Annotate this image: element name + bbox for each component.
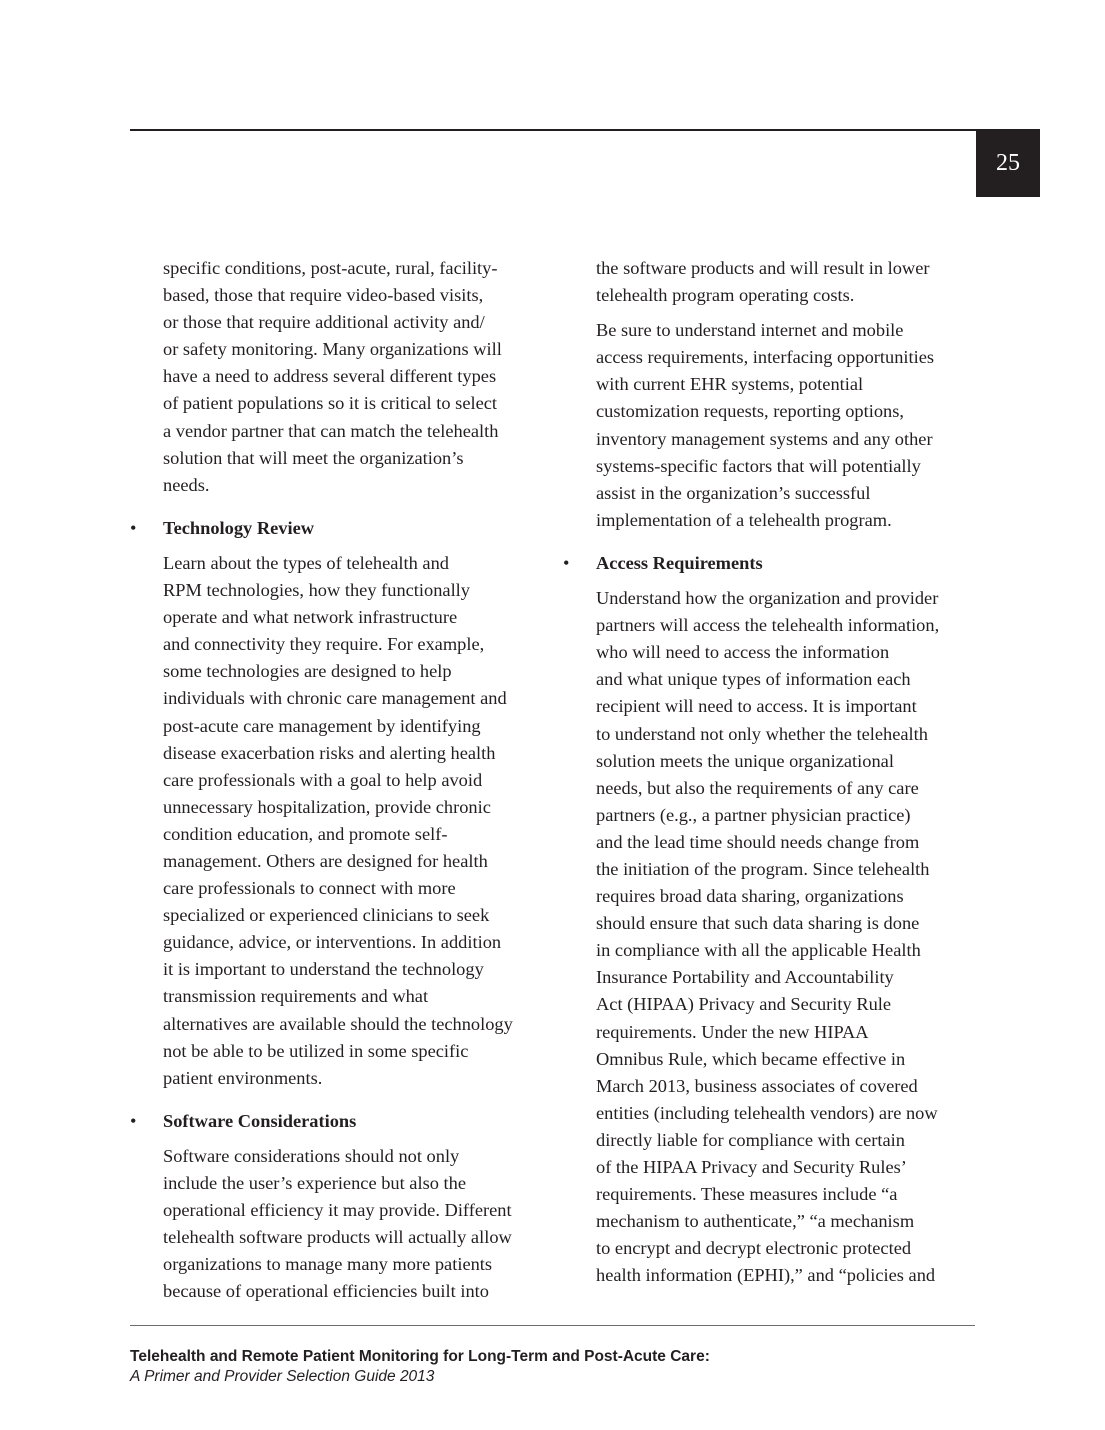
text-line: specialized or experienced clinicians to seek	[163, 905, 490, 926]
text-line: individuals with chronic care management and	[163, 688, 507, 709]
text-line: needs.	[163, 474, 210, 495]
text-line: entities (including telehealth vendors) are now	[596, 1102, 938, 1123]
text-line: or those that require additional activity and/	[163, 312, 485, 333]
text-line: requirements. These measures include “a	[596, 1184, 898, 1205]
bullet-marker: •	[130, 517, 137, 538]
text-line: Omnibus Rule, which became effective in	[596, 1048, 906, 1069]
text-line: health information (EPHI),” and “policies and	[596, 1265, 936, 1286]
text-line: include the user’s experience but also the	[163, 1173, 466, 1193]
text-line: Act (HIPAA) Privacy and Security Rule	[596, 994, 892, 1015]
text-line: operate and what network infrastructure	[163, 607, 458, 628]
text-line: and what unique types of information each	[596, 669, 911, 690]
text-line: transmission requirements and what	[163, 986, 429, 1007]
footer-title: Telehealth and Remote Patient Monitoring for Long-Term and Post-Acute Care:	[130, 1348, 710, 1365]
text-line: partners will access the telehealth information,	[596, 615, 940, 636]
text-line: disease exacerbation risks and alerting health	[163, 742, 496, 763]
text-line: Understand how the organization and provider	[596, 588, 939, 609]
text-line: to understand not only whether the telehealth	[596, 723, 928, 744]
text-line: have a need to address several different types	[163, 366, 497, 387]
footer-subtitle: A Primer and Provider Selection Guide 2013	[130, 1368, 435, 1385]
technology-review-paragraph	[163, 550, 548, 1092]
text-line: directly liable for compliance with certain	[596, 1129, 905, 1150]
text-line: customization requests, reporting options,	[596, 401, 904, 422]
text-line: telehealth program operating costs.	[596, 285, 855, 306]
text-line: systems-specific factors that will potentially	[596, 455, 921, 476]
text-line: management. Others are designed for health	[163, 850, 488, 871]
text-line: operational efficiency it may provide. Different	[163, 1200, 512, 1221]
text-line: patient environments.	[163, 1067, 323, 1088]
text-line: condition education, and promote self-	[163, 823, 448, 844]
text-line: post-acute care management by identifying	[163, 715, 481, 736]
section-heading-text: Software Considerations	[163, 1110, 357, 1131]
text-line: solution meets the unique organizational	[596, 750, 894, 771]
text-line: Be sure to understand internet and mobile	[596, 320, 904, 341]
text-line: requirements. Under the new HIPAA	[596, 1021, 869, 1042]
text-line: of patient populations so it is critical to select	[163, 393, 498, 414]
text-line: not be able to be utilized in some specific	[163, 1040, 469, 1061]
text-line: needs, but also the requirements of any care	[596, 777, 919, 798]
text-line: because of operational efficiencies built into	[163, 1281, 489, 1302]
text-line: to encrypt and decrypt electronic protected	[596, 1238, 912, 1259]
text-line: March 2013, business associates of covered	[596, 1075, 918, 1096]
right-column	[563, 255, 981, 1289]
text-line: a vendor partner that can match the telehealth	[163, 420, 499, 441]
access-requirements-heading	[563, 550, 981, 577]
text-line: specific conditions, post-acute, rural, facility-	[163, 258, 498, 278]
text-line: and the lead time should needs change from	[596, 831, 920, 852]
text-line: organizations to manage many more patients	[163, 1254, 493, 1275]
section-heading-text: Access Requirements	[596, 552, 763, 573]
text-line: of the HIPAA Privacy and Security Rules’	[596, 1157, 907, 1177]
text-line: unnecessary hospitalization, provide chronic	[163, 796, 491, 817]
software-considerations-heading	[130, 1108, 548, 1135]
text-line: care professionals with a goal to help avoid	[163, 769, 483, 790]
text-line: mechanism to authenticate,” “a mechanism	[596, 1211, 915, 1232]
text-line: partners (e.g., a partner physician practice)	[596, 804, 911, 825]
text-line: based, those that require video-based visits,	[163, 285, 484, 306]
technology-review-heading	[130, 515, 548, 542]
header-rule	[130, 129, 1040, 131]
bullet-marker: •	[130, 1110, 137, 1131]
text-line: who will need to access the information	[596, 642, 890, 663]
text-line: inventory management systems and any other	[596, 428, 933, 449]
software-considerations-paragraph	[163, 1143, 548, 1306]
text-line: solution that will meet the organization’s	[163, 447, 464, 468]
left-column	[130, 255, 548, 1305]
text-line: Learn about the types of telehealth and	[163, 552, 449, 573]
footer-rule	[130, 1325, 975, 1326]
text-line: and connectivity they require. For example,	[163, 634, 485, 655]
text-line: with current EHR systems, potential	[596, 374, 864, 395]
text-line: implementation of a telehealth program.	[596, 509, 892, 530]
software-continuation-paragraph	[596, 255, 981, 309]
intro-paragraph	[163, 255, 548, 499]
text-line: Insurance Portability and Accountability	[596, 967, 894, 988]
text-line: the software products and will result in lower	[596, 258, 930, 278]
bullet-marker: •	[563, 552, 570, 573]
text-line: or safety monitoring. Many organizations will	[163, 339, 502, 360]
text-line: assist in the organization’s successful	[596, 482, 871, 503]
text-line: it is important to understand the technology	[163, 959, 484, 980]
text-line: should ensure that such data sharing is done	[596, 913, 920, 934]
text-line: RPM technologies, how they functionally	[163, 580, 470, 601]
text-line: Software considerations should not only	[163, 1145, 460, 1166]
text-line: alternatives are available should the technology	[163, 1013, 513, 1034]
text-line: requires broad data sharing, organizations	[596, 886, 904, 907]
access-requirements-paragraph	[596, 585, 981, 1289]
text-line: telehealth software products will actually allow	[163, 1227, 512, 1248]
text-line: care professionals to connect with more	[163, 878, 456, 899]
section-heading-text: Technology Review	[163, 517, 315, 538]
text-line: the initiation of the program. Since telehealth	[596, 858, 930, 879]
page-number: 25	[976, 130, 1040, 197]
text-line: access requirements, interfacing opportunities	[596, 347, 935, 368]
text-line: in compliance with all the applicable Health	[596, 940, 921, 961]
text-line: recipient will need to access. It is important	[596, 696, 917, 717]
internet-access-paragraph	[596, 317, 981, 534]
footer	[130, 1347, 710, 1387]
text-line: some technologies are designed to help	[163, 661, 452, 682]
text-line: guidance, advice, or interventions. In addition	[163, 932, 502, 953]
